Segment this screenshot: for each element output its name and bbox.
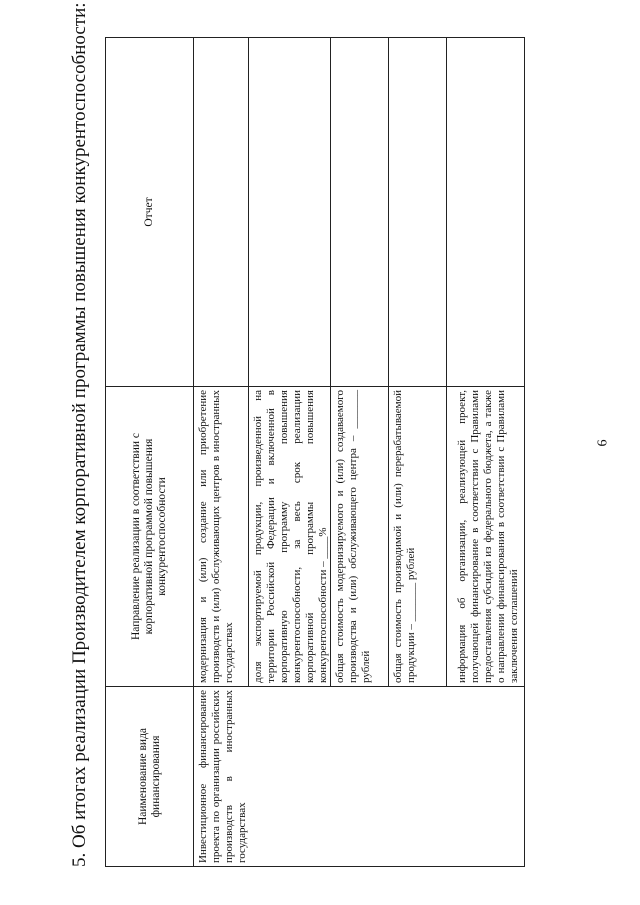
header-financing-type: Наименование вида финансирования — [106, 686, 194, 866]
direction-item: модернизация и (или) создание или приобретение производств и (или) обслуживающих центров в иностранных государствах — [194, 387, 249, 686]
direction-item: доля экспортируемой продукции, произведенной на территории Российской Федерации и включенной в корпоративную программу повышения конкурентоспособности, за весь срок реализации корпоративной программы повышения конкурентоспособности – ____% — [249, 387, 331, 686]
report-cell — [389, 38, 447, 386]
section-heading: 5. Об итогах реализации Производителем корпоративной программы повышения конкурентоспособности: — [69, 2, 90, 867]
page-number: 6 — [595, 439, 611, 447]
direction-item-text: информация об организации, реализующей проект, получающей финансирование в соответствии с Правилами предоставления субсидий из федерального бюджета, а также о направлении финансирования в соответствии с Правилами заключения соглашений — [456, 390, 520, 683]
report-cell — [249, 38, 331, 386]
header-direction: Направление реализации в соответствии с корпоративной программой повышения конкурентоспособности — [106, 386, 194, 686]
direction-item: общая стоимость модернизируемого и (или) создаваемого производства и (или) обслуживающего центра – _______ рублей — [331, 387, 389, 686]
report-cell — [194, 38, 249, 386]
direction-item: общая стоимость производимой и (или) перерабатываемой продукции – _______ рублей — [389, 387, 447, 686]
report-cell — [331, 38, 389, 386]
header-report: Отчет — [106, 38, 194, 386]
report-cell — [447, 38, 524, 386]
report-table — [105, 37, 525, 867]
directions-column — [194, 386, 524, 686]
rotated-sheet — [65, 2, 565, 867]
direction-item — [447, 387, 524, 686]
financing-name-cell: Инвестиционное финансирование проекта по организации российских производств в иностранных государствах — [194, 686, 524, 866]
report-column — [194, 38, 524, 386]
